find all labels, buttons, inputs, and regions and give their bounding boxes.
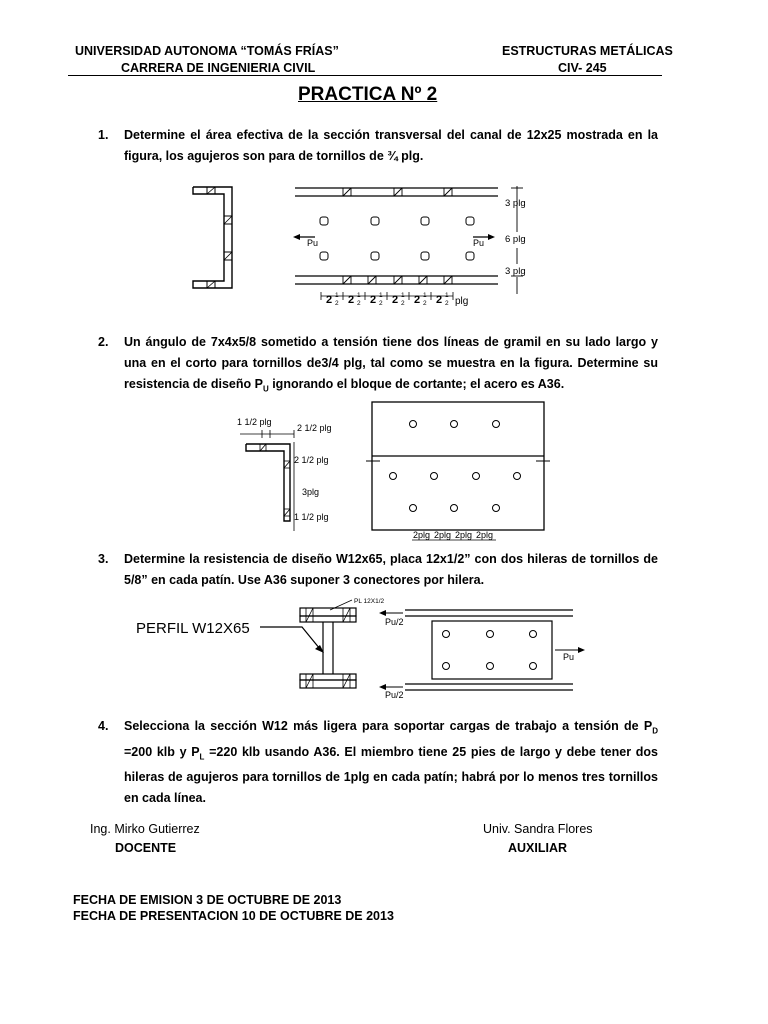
dim-2-1-2-side: 2 1/2 plg [294,455,329,465]
spacing-den-3: 2 [379,300,383,307]
profile-label: PERFIL W12X65 [136,620,250,637]
problem-2-text: Un ángulo de 7x4x5/8 sometido a tensión tiene dos líneas de gramil en su lado largo y una en el corto para tornillos de3/4 plg, tal como se muestra en la figura. Determine su resistencia de diseño $P_U$ ignorando el bloque de cortante; el acero es A36. [124,335,658,394]
figure-3-section [130,594,385,702]
course-code: CIV- 245 [558,61,607,75]
bolt-holes [320,217,474,260]
docente-role: DOCENTE [115,841,177,855]
spacing-den-6: 2 [445,300,449,307]
spacing-whole-2: 2 [348,294,355,306]
spacing-num-1: 1 [335,292,339,299]
figure-3-elevation [375,600,595,702]
spacing-den-5: 2 [423,300,427,307]
dim-unit-plg: plg [455,296,469,307]
force-pu-right: Pu [563,652,575,662]
figure-2-angle-section [232,413,372,543]
dim-1-1-2-side: 1 1/2 plg [294,512,329,522]
force-label-right: Pu [473,238,485,248]
problem-3-text: Determine la resistencia de diseño W12x65, placa 12x1/2” con dos hileras de tornillos de 5/8” en cada patín. Use A36 suponer 3 conectores por hilera. [124,552,658,587]
force-label-left: Pu [307,238,319,248]
dim-3plg-top: 3 plg [505,198,526,209]
dim-2plg-1: 2plg [413,530,431,540]
university-name: UNIVERSIDAD AUTONOMA “TOMÁS FRÍAS” [75,44,339,58]
docente-name: Ing. Mirko Gutierrez [90,822,200,836]
problem-1-text: Determine el área efectiva de la sección transversal del canal de 12x25 mostrada en la figura, los agujeros son para de tornillos de ¾ plg. [124,128,658,163]
header-rule [68,75,662,76]
fecha-presentacion: FECHA DE PRESENTACION 10 DE OCTUBRE DE 2013 [73,909,394,923]
spacing-den-2: 2 [357,300,361,307]
hole-marks-bottom [343,276,452,284]
plate-label: PL 12X1/2 [354,598,385,605]
fecha-emision: FECHA DE EMISION 3 DE OCTUBRE DE 2013 [73,893,342,907]
dim-3plg-bottom: 3 plg [505,266,526,277]
dim-1-1-2-top: 1 1/2 plg [237,417,272,427]
figure-2-plate-view [360,398,560,546]
figure-1-plan-view [285,182,545,312]
subscript-d: D [652,726,658,736]
dim-2plg-4: 2plg [476,530,494,540]
spacing-num-5: 1 [423,292,427,299]
spacing-num-3: 1 [379,292,383,299]
dim-2-1-2-top: 2 1/2 plg [297,423,332,433]
career-name: CARRERA DE INGENIERIA CIVIL [121,61,316,75]
hole-marks-top [343,188,452,196]
force-pu2-top: Pu/2 [385,617,404,627]
spacing-dimension-row [321,292,453,307]
problem-4-text: Selecciona la sección W12 más ligera para soportar cargas de trabajo a tensión de $P_D =200$ klb y $P_L =220$ klb usando A36. El miembro tiene 25 pies de largo y debe tener dos hileras de agujeros para tornillos de 1plg en cada patín; habrá por lo menos tres tornillos en cada línea. [124,719,658,805]
auxiliar-name: Univ. Sandra Flores [483,822,593,836]
spacing-den-4: 2 [401,300,405,307]
dim-2plg-3: 2plg [455,530,473,540]
spacing-num-2: 1 [357,292,361,299]
subscript-u: U [262,384,269,394]
subscript-l: L [199,752,205,761]
force-pu2-bottom: Pu/2 [385,690,404,700]
course-name: ESTRUCTURAS METÁLICAS [502,44,673,58]
spacing-num-4: 1 [401,292,405,299]
spacing-whole-5: 2 [414,294,421,306]
dim-3plg-side: 3plg [302,487,320,497]
spacing-whole-1: 2 [326,294,333,306]
problem-2-number: 2. [98,335,109,349]
spacing-whole-6: 2 [436,294,443,306]
spacing-den-1: 2 [335,300,339,307]
dim-6plg: 6 plg [505,234,526,245]
auxiliar-role: AUXILIAR [508,841,568,855]
page-title: PRACTICA Nº 2 [298,84,438,105]
figure-1-channel-section [190,185,240,293]
spacing-whole-4: 2 [392,294,399,306]
spacing-whole-3: 2 [370,294,377,306]
problem-1-number: 1. [98,128,109,142]
problem-4-number: 4. [98,719,109,733]
spacing-num-6: 1 [445,292,449,299]
problem-3-number: 3. [98,552,109,566]
dim-2plg-2: 2plg [434,530,452,540]
